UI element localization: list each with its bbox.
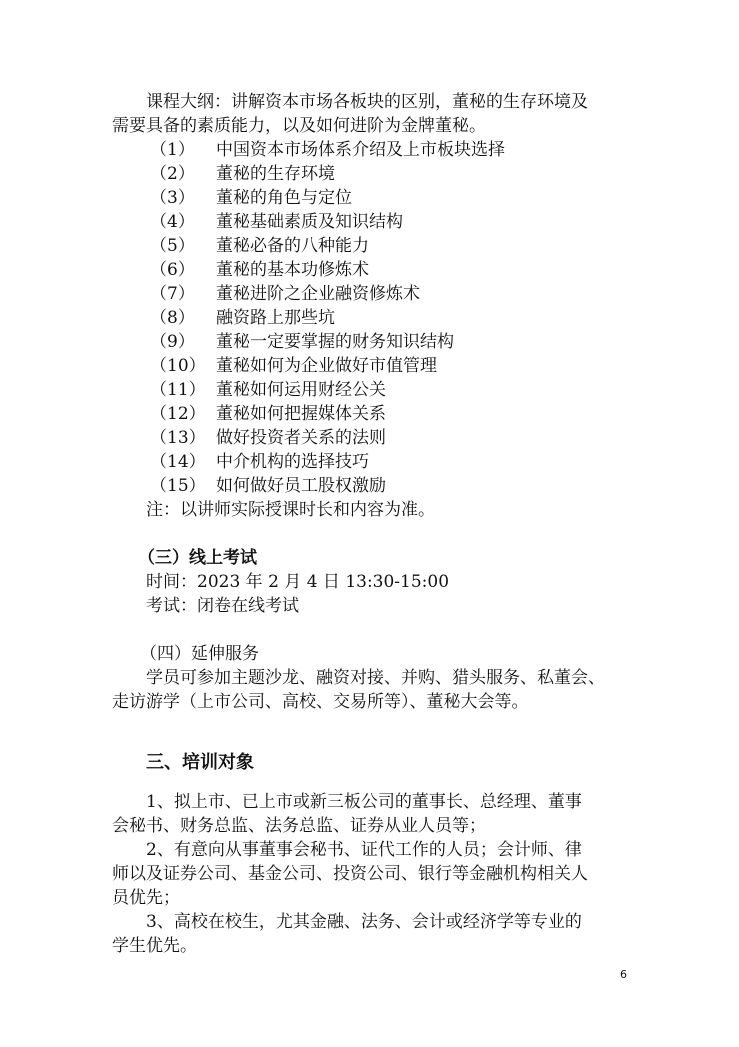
list-item-number: （12） <box>150 404 206 424</box>
list-item-text: 中介机构的选择技巧 <box>216 452 369 472</box>
targets-p2-line-2: 师以及证券公司、基金公司、投资公司、银行等金融机构相关人 <box>112 864 588 884</box>
list-item-text: 董秘进阶之企业融资修炼术 <box>216 284 420 304</box>
list-item-text: 董秘必备的八种能力 <box>216 236 369 256</box>
list-item-text: 融资路上那些坑 <box>216 308 335 328</box>
syllabus-intro-line-2: 需要具备的素质能力，以及如何进阶为金牌董秘。 <box>112 116 486 136</box>
syllabus-intro-line-1: 课程大纲：讲解资本市场各板块的区别，董秘的生存环境及 <box>146 92 588 112</box>
list-item-text: 董秘的角色与定位 <box>216 188 352 208</box>
extension-heading: （四）延伸服务 <box>140 644 259 664</box>
targets-p1-line-1: 1、拟上市、已上市或新三板公司的董事长、总经理、董事 <box>146 792 582 812</box>
extension-line-1: 学员可参加主题沙龙、融资对接、并购、猎头服务、私董会、 <box>146 668 605 688</box>
list-item-text: 董秘一定要掌握的财务知识结构 <box>216 332 454 352</box>
targets-p3-line-1: 3、高校在校生，尤其金融、法务、会计或经济学等专业的 <box>146 912 582 932</box>
exam-heading: （三）线上考试 <box>138 548 257 568</box>
list-item-number: （9） <box>150 332 195 352</box>
list-item-text: 董秘基础素质及知识结构 <box>216 212 403 232</box>
page-number: 6 <box>620 968 627 981</box>
list-item-number: （10） <box>150 356 206 376</box>
list-item-number: （11） <box>150 380 206 400</box>
targets-p2-line-1: 2、有意向从事董事会秘书、证代工作的人员；会计师、律 <box>146 840 582 860</box>
targets-p1-line-2: 会秘书、财务总监、法务总监、证券从业人员等； <box>112 816 486 836</box>
targets-p3-line-2: 学生优先。 <box>112 936 197 956</box>
list-item-text: 董秘的基本功修炼术 <box>216 260 369 280</box>
targets-p2-line-3: 员优先； <box>112 888 180 908</box>
list-item-number: （2） <box>150 164 195 184</box>
list-item-number: （13） <box>150 428 206 448</box>
list-item-number: （4） <box>150 212 195 232</box>
list-item-number: （5） <box>150 236 195 256</box>
syllabus-note: 注：以讲师实际授课时长和内容为准。 <box>146 500 435 520</box>
list-item-text: 中国资本市场体系介绍及上市板块选择 <box>216 140 505 160</box>
targets-heading: 三、培训对象 <box>146 752 254 773</box>
list-item-number: （6） <box>150 260 195 280</box>
list-item-text: 董秘的生存环境 <box>216 164 335 184</box>
list-item-number: （15） <box>150 476 206 496</box>
list-item-number: （1） <box>150 140 195 160</box>
list-item-text: 董秘如何为企业做好市值管理 <box>216 356 437 376</box>
list-item-text: 董秘如何运用财经公关 <box>216 380 386 400</box>
list-item-number: （8） <box>150 308 195 328</box>
extension-line-2: 走访游学（上市公司、高校、交易所等）、董秘大会等。 <box>112 692 529 712</box>
list-item-text: 做好投资者关系的法则 <box>216 428 386 448</box>
list-item-number: （3） <box>150 188 195 208</box>
list-item-number: （7） <box>150 284 195 304</box>
exam-type: 考试：闭卷在线考试 <box>146 596 299 616</box>
list-item-text: 如何做好员工股权激励 <box>216 476 386 496</box>
list-item-number: （14） <box>150 452 206 472</box>
exam-time: 时间：2023 年 2 月 4 日 13:30-15:00 <box>146 572 450 592</box>
list-item-text: 董秘如何把握媒体关系 <box>216 404 386 424</box>
